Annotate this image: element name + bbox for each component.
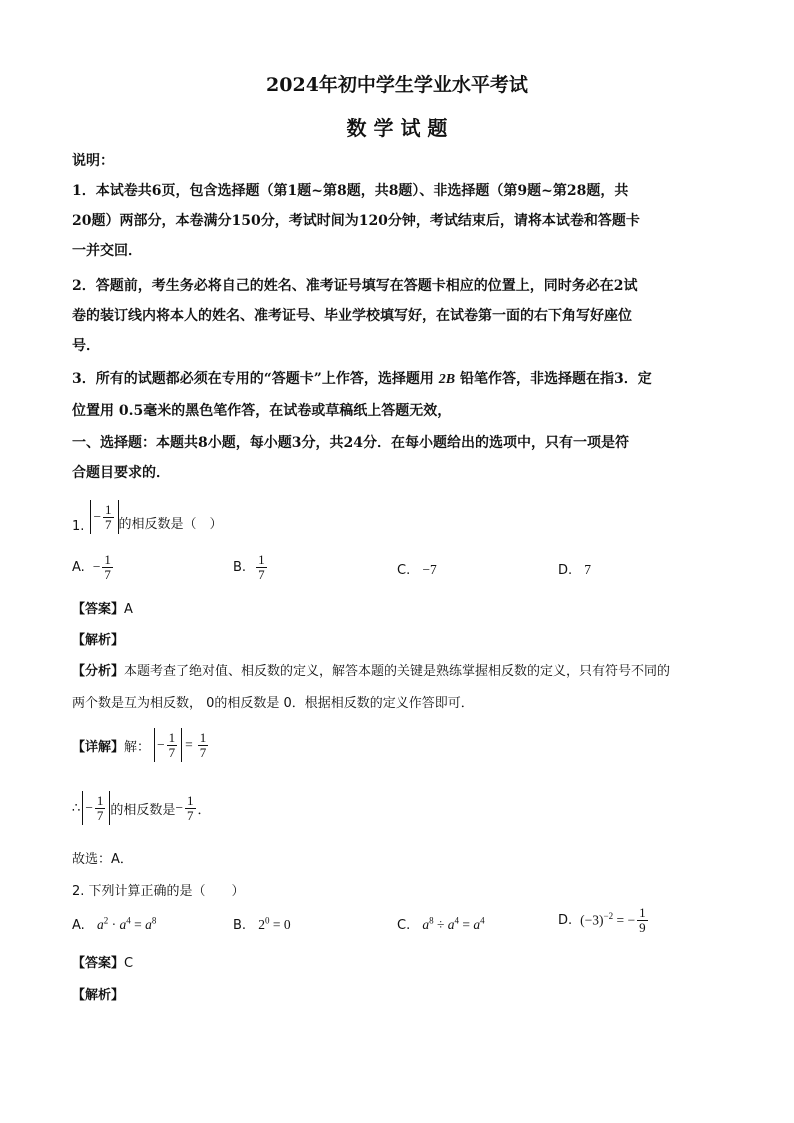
denominator: 7 xyxy=(105,516,112,532)
option-b[interactable] xyxy=(233,553,269,581)
detail-label: 【详解】 xyxy=(72,739,125,755)
option-letter: D. xyxy=(558,912,573,928)
section-1-line-2: 合题目要求的． xyxy=(72,465,170,481)
q2-option-a[interactable] xyxy=(72,915,156,933)
absolute-value-expression xyxy=(154,728,182,762)
option-letter: D. xyxy=(558,563,573,578)
fraction xyxy=(637,906,648,934)
fraction xyxy=(167,731,178,759)
equals-sign: = xyxy=(185,737,193,752)
numerator: 1 xyxy=(104,552,111,567)
instruction-3-part-a: 3．所有的试题都必须在专用的“答题卡”上作答，选择题用 xyxy=(72,371,434,387)
denominator: 7 xyxy=(168,744,176,760)
exam-subtitle: 数 学 试 题 xyxy=(346,116,448,140)
instruction-2-line-3: 号． xyxy=(72,338,100,354)
fenxi-text: 本题考查了绝对值、相反数的定义，解答本题的关键是熟练掌握相反数的定义，只有符号不同的 xyxy=(124,664,671,679)
fraction xyxy=(102,553,113,581)
stem-text: 的相反数是（ ） xyxy=(118,517,223,532)
option-expression: $(-3)^{-2}$ = − xyxy=(580,911,636,928)
absolute-value-expression xyxy=(82,791,110,825)
q2-option-b[interactable] xyxy=(233,915,291,933)
fenxi-label: 【分析】 xyxy=(72,664,125,679)
fraction xyxy=(198,731,209,759)
denominator: 7 xyxy=(258,566,265,582)
option-letter: A. xyxy=(72,917,85,933)
analysis-label: 【解析】 xyxy=(72,633,125,648)
q2-analysis-label: 【解析】 xyxy=(72,988,125,1003)
exam-title: 2024年初中学生学业水平考试 xyxy=(266,74,528,96)
section-1-line-1: 一、选择题：本题共8小题，每小题3分，共24分．在每小题给出的选项中，只有一项是符 xyxy=(72,435,629,451)
instruction-3-line-2: 位置用 0.5毫米的黑色笔作答，在试卷或草稿纸上答题无效， xyxy=(72,403,452,419)
numerator: 1 xyxy=(168,729,176,745)
detail-prefix: 解： xyxy=(124,739,151,755)
option-a[interactable] xyxy=(72,553,115,581)
numerator: 1 xyxy=(258,552,265,567)
answer-line xyxy=(72,598,133,617)
question-2-stem: 2. 下列计算正确的是（ ） xyxy=(72,884,245,899)
instruction-3-line-1 xyxy=(72,368,652,388)
denominator: 7 xyxy=(104,566,111,582)
instruction-3-part-b: 铅笔作答，非选择题在指3．定 xyxy=(459,371,652,387)
fraction xyxy=(95,794,106,822)
option-expression: $a^2 \cdot a^4 = a^8$ xyxy=(96,915,157,932)
option-expression: $2^0 = 0$ xyxy=(258,915,291,932)
numerator: 1 xyxy=(639,905,646,920)
answer-value: A xyxy=(124,602,133,617)
option-c[interactable] xyxy=(397,562,437,578)
option-letter: B. xyxy=(233,559,247,575)
pencil-2b: 2B xyxy=(438,372,456,387)
denominator: 7 xyxy=(199,744,207,760)
fenxi-line-1 xyxy=(72,660,670,679)
period: ． xyxy=(197,802,211,818)
answer-label: 【答案】 xyxy=(72,956,125,971)
answer-value: C xyxy=(124,956,134,971)
minus-sign: − xyxy=(92,559,101,575)
q2-option-d[interactable] xyxy=(558,906,650,934)
instruction-2-line-2: 卷的装订线内将本人的姓名、准考证号、毕业学校填写好，在试卷第一面的右下角写好座位 xyxy=(72,308,632,324)
therefore-symbol: ∴ xyxy=(72,800,81,816)
option-letter: C. xyxy=(397,563,411,578)
option-value: −7 xyxy=(422,562,437,577)
instruction-1-line-2: 20题）两部分，本卷满分150分，考试时间为120分钟，考试结束后，请将本试卷和答题卡 xyxy=(72,213,640,229)
instructions-heading: 说明： xyxy=(72,153,114,169)
minus-sign: − xyxy=(85,800,93,815)
option-value: 7 xyxy=(584,562,592,577)
q2-answer-line xyxy=(72,952,133,971)
numerator: 1 xyxy=(187,792,194,808)
fenxi-line-2: 两个数是互为相反数， 0的相反数是 0．根据相反数的定义作答即可． xyxy=(72,696,474,711)
instruction-1-line-3: 一并交回． xyxy=(72,243,142,259)
fraction xyxy=(103,503,114,531)
option-d[interactable] xyxy=(558,562,591,578)
q2-option-c[interactable] xyxy=(397,915,485,933)
option-letter: C. xyxy=(397,917,411,933)
conclusion-line xyxy=(72,791,211,825)
question-1-stem xyxy=(72,500,223,534)
numerator: 1 xyxy=(96,792,104,808)
option-expression: $a^8 \div a^4 = a^4$ xyxy=(422,915,485,932)
instruction-1-line-1: 1．本试卷共6页，包含选择题（第1题~第8题，共8题）、非选择题（第9题~第28题，共 xyxy=(72,183,629,199)
minus-sign: − xyxy=(157,737,165,752)
denominator: 7 xyxy=(96,807,104,823)
numerator: 1 xyxy=(105,501,112,517)
fraction xyxy=(185,794,196,822)
absolute-value-expression xyxy=(90,500,118,534)
detail-line xyxy=(72,728,210,762)
fraction xyxy=(256,553,267,581)
option-letter: A. xyxy=(72,559,85,575)
answer-label: 【答案】 xyxy=(72,602,125,617)
numerator: 1 xyxy=(199,729,207,745)
minus-sign: − xyxy=(93,509,102,524)
instruction-2-line-1: 2．答题前，考生务必将自己的姓名、准考证号填写在答题卡相应的位置上，同时务必在2试 xyxy=(72,278,638,294)
denominator: 7 xyxy=(187,807,194,823)
choice-line: 故选：A． xyxy=(72,852,133,867)
minus-sign: − xyxy=(175,800,184,815)
option-letter: B. xyxy=(233,917,247,933)
conclusion-text: 的相反数是 xyxy=(110,802,176,818)
question-number: 1. xyxy=(72,519,85,534)
expression-tail: = 0 xyxy=(272,916,291,932)
denominator: 9 xyxy=(639,919,646,935)
